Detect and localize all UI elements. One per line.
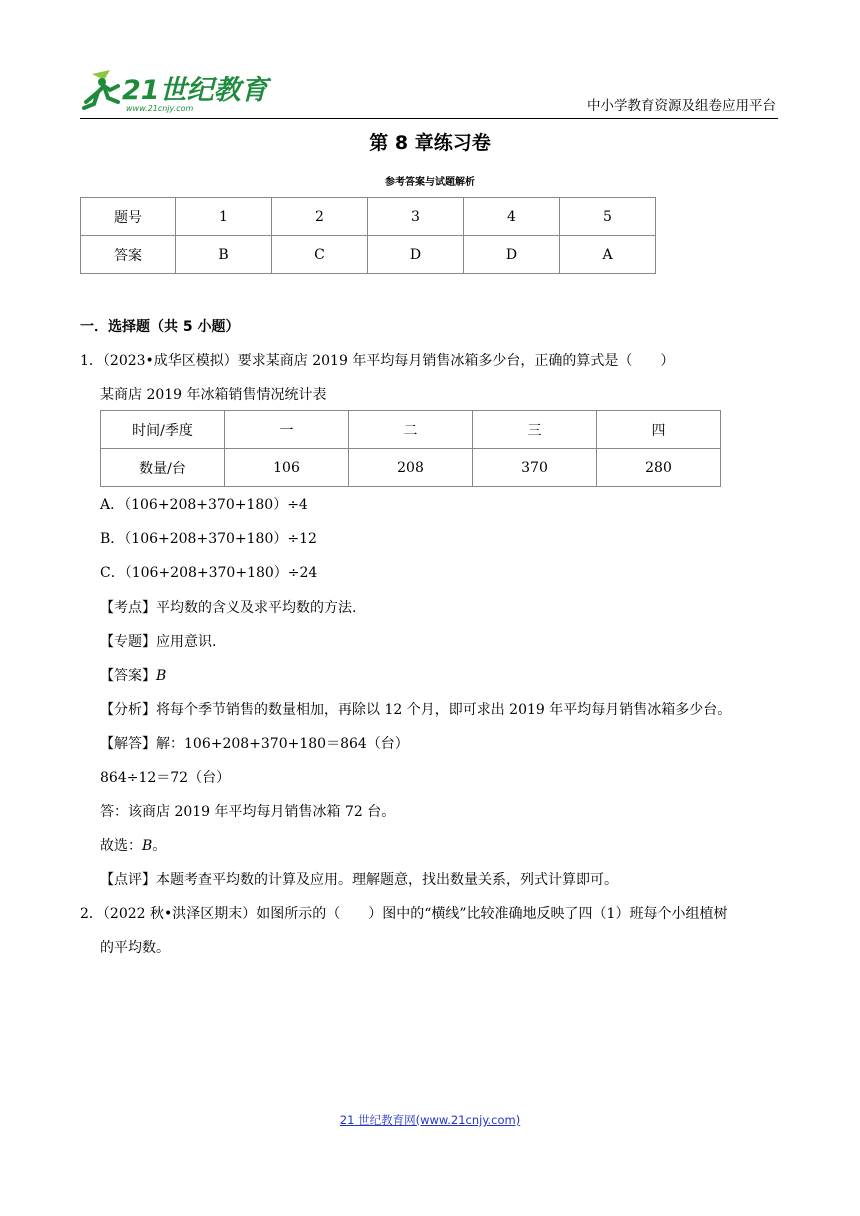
table-cell: 二 <box>349 411 473 449</box>
guxuan-value: B <box>142 838 153 854</box>
table-cell: 208 <box>349 449 473 487</box>
guxuan-label: 故选： <box>100 838 142 854</box>
table-cell: A <box>560 236 656 274</box>
table-cell: 答案 <box>81 236 176 274</box>
table-caption: 某商店 2019 年冰箱销售情况统计表 <box>100 387 327 403</box>
logo <box>80 66 268 114</box>
table-row <box>101 449 721 487</box>
table-cell: 时间/季度 <box>101 411 225 449</box>
guxuan <box>100 835 166 855</box>
table-cell: 一 <box>225 411 349 449</box>
logo-text: 21世纪教育 <box>122 75 268 106</box>
section-title: 一．选择题（共 5 小题） <box>80 319 240 335</box>
sales-table <box>100 410 721 487</box>
table-cell: 四 <box>597 411 721 449</box>
table-cell: 280 <box>597 449 721 487</box>
fenxi: 【分析】将每个季节销售的数量相加，再除以 12 个月，即可求出 2019 年平均每月销售冰箱多少台。 <box>100 702 732 718</box>
logo-url: www.21cnjy.com <box>126 104 194 113</box>
question-2-stem-line-1: 2．（2022 秋•洪泽区期末）如图所示的（ ）图中的“横线”比较准确地反映了四（1）班每个小组植树 <box>80 906 728 922</box>
table-cell: 3 <box>368 198 464 236</box>
guxuan-end: 。 <box>152 838 167 854</box>
table-cell: 三 <box>473 411 597 449</box>
table-cell: 2 <box>272 198 368 236</box>
option-a: A．（106+208+370+180）÷4 <box>100 497 308 513</box>
table-cell: D <box>464 236 560 274</box>
page-header <box>80 66 778 119</box>
kaodian: 【考点】平均数的含义及求平均数的方法. <box>100 600 357 616</box>
runner-logo-icon <box>80 66 268 114</box>
table-row <box>81 198 656 236</box>
table-cell: 题号 <box>81 198 176 236</box>
table-cell: 数量/台 <box>101 449 225 487</box>
answer-value: B <box>156 668 167 684</box>
jieda-line-2: 864÷12＝72（台） <box>100 770 231 786</box>
platform-name: 中小学教育资源及组卷应用平台 <box>587 98 776 114</box>
table-cell: 106 <box>225 449 349 487</box>
table-cell: B <box>176 236 272 274</box>
answer-table <box>80 197 656 274</box>
table-cell: C <box>272 236 368 274</box>
option-c: C．（106+208+370+180）÷24 <box>100 565 318 581</box>
table-cell: 1 <box>176 198 272 236</box>
question-2-stem-line-2: 的平均数。 <box>100 940 170 956</box>
jieda-line-1: 【解答】解：106+208+370+180＝864（台） <box>100 736 409 752</box>
dianping: 【点评】本题考查平均数的计算及应用。理解题意，找出数量关系，列式计算即可。 <box>100 872 618 888</box>
option-b: B．（106+208+370+180）÷12 <box>100 531 317 547</box>
footer-link[interactable]: 21 世纪教育网(www.21cnjy.com) <box>339 1113 521 1127</box>
answer-label: 【答案】 <box>100 668 156 684</box>
page-title: 第 8 章练习卷 <box>369 132 491 154</box>
answer <box>100 665 166 685</box>
table-cell: 4 <box>464 198 560 236</box>
table-cell: D <box>368 236 464 274</box>
zhuanti: 【专题】应用意识. <box>100 634 217 650</box>
question-1-stem: 1．（2023•成华区模拟）要求某商店 2019 年平均每月销售冰箱多少台，正确的算式是（ ） <box>80 353 675 369</box>
table-row <box>81 236 656 274</box>
table-row <box>101 411 721 449</box>
table-cell: 5 <box>560 198 656 236</box>
page-subtitle: 参考答案与试题解析 <box>385 177 475 188</box>
table-cell: 370 <box>473 449 597 487</box>
jieda-line-3: 答：该商店 2019 年平均每月销售冰箱 72 台。 <box>100 804 396 820</box>
